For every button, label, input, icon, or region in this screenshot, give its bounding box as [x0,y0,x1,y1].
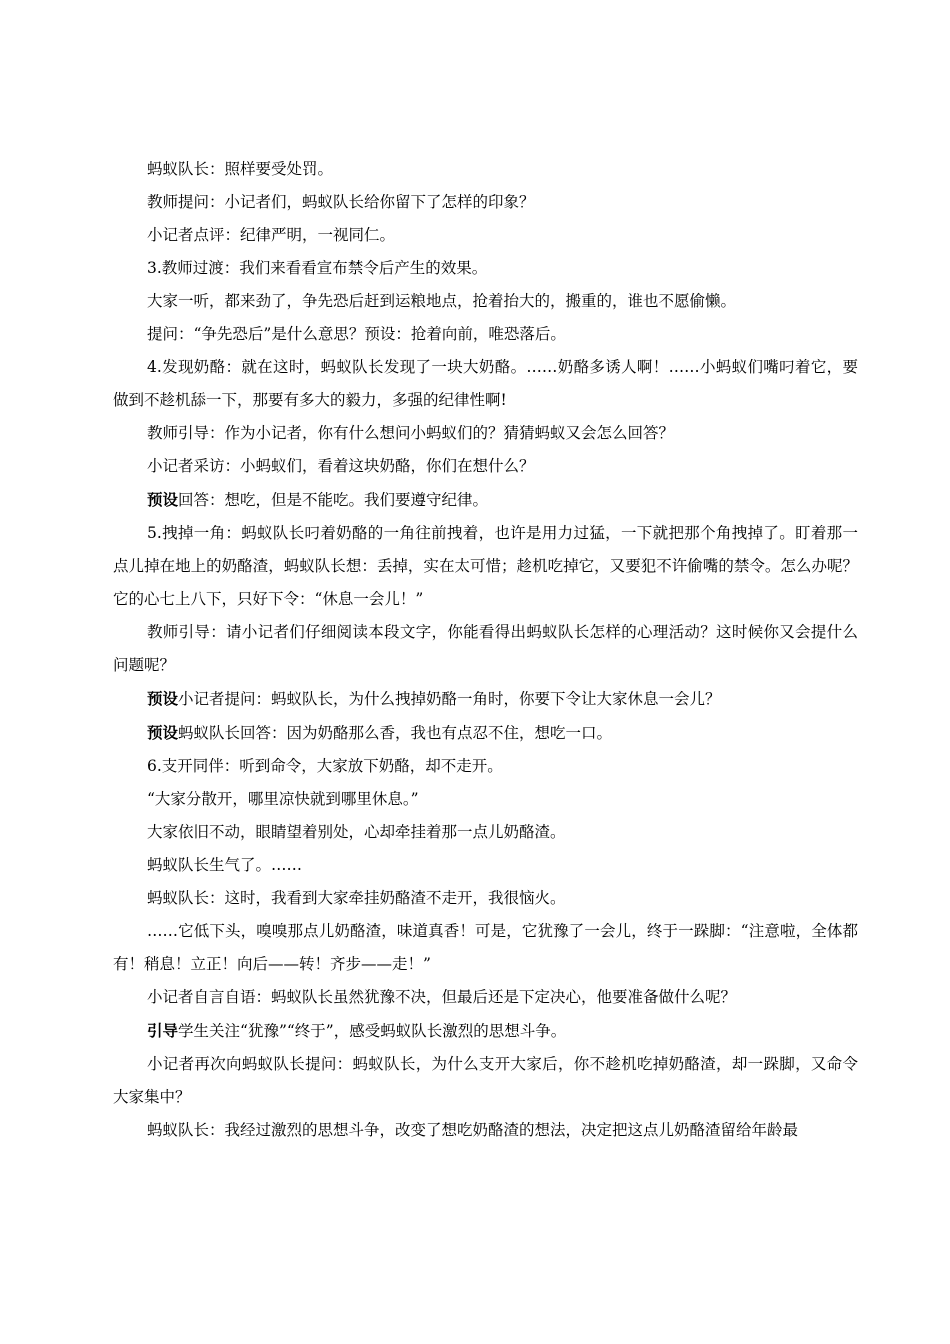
bold-prefix: 预设 [147,689,179,708]
paragraph: 教师提问：小记者们，蚂蚁队长给你留下了怎样的印象？ [147,193,535,211]
paragraph: 小记者采访：小蚂蚁们，看着这块奶酪，你们在想什么？ [147,457,535,475]
paragraph: 4.发现奶酪：就在这时，蚂蚁队长发现了一块大奶酪。……奶酪多诱人啊！……小蚂蚁们嘴叼着它，要做到不趁机舔一下，那要有多大的毅力，多强的纪律性啊! [113,358,858,409]
paragraph-text: 小记者提问：蚂蚁队长，为什么拽掉奶酪一角时，你要下令让大家休息一会儿？ [178,690,721,708]
bold-prefix: 引导 [147,1021,179,1040]
paragraph: 提问：“争先恐后”是什么意思？预设：抢着向前，唯恐落后。 [147,325,566,343]
paragraph: 小记者点评：纪律严明，一视同仁。 [147,226,396,244]
paragraph: 教师引导：作为小记者，你有什么想问小蚂蚁们的？猜猜蚂蚁又会怎么回答？ [147,424,675,442]
paragraph: 教师引导：请小记者们仔细阅读本段文字，你能看得出蚂蚁队长怎样的心理活动？这时候你又会提什么问题呢？ [113,623,858,674]
paragraph: 大家一听，都来劲了，争先恐后赶到运粮地点，抢着抬大的，搬重的，谁也不愿偷懒。 [147,292,737,310]
paragraph: 大家依旧不动，眼睛望着别处，心却牵挂着那一点儿奶酪渣。 [147,823,566,841]
paragraph: 蚂蚁队长：照样要受处罚。 [147,160,334,178]
paragraph: 小记者自言自语：蚂蚁队长虽然犹豫不决，但最后还是下定决心，他要准备做什么呢？ [147,988,737,1006]
paragraph-text: 回答：想吃，但是不能吃。我们要遵守纪律。 [178,491,489,509]
bold-prefix: 预设 [147,723,179,742]
paragraph: 6.支开同伴：听到命令，大家放下奶酪，却不走开。 [147,757,503,775]
paragraph: 5.拽掉一角：蚂蚁队长叼着奶酪的一角往前拽着，也许是用力过猛，一下就把那个角拽掉了。盯着那一点儿掉在地上的奶酪渣，蚂蚁队长想：丢掉，实在太可惜；趁机吃掉它，又要犯不许偷嘴的禁令。怎么办呢？它的心七上八下，只好下令：“休息一会儿！” [113,524,858,608]
paragraph: 蚂蚁队长生气了。…… [147,856,303,874]
paragraph: “大家分散开，哪里凉快就到哪里休息。” [147,790,419,808]
paragraph: 蚂蚁队长：我经过激烈的思想斗争，改变了想吃奶酪渣的想法，决定把这点儿奶酪渣留给年龄最 [147,1121,799,1139]
paragraph: ……它低下头，嗅嗅那点儿奶酪渣，味道真香！可是，它犹豫了一会儿，终于一跺脚：“注意啦，全体都有！稍息！立正！向后——转！齐步——走！” [113,922,858,973]
paragraph-text: 学生关注“犹豫”“终于”，感受蚂蚁队长激烈的思想斗争。 [178,1022,567,1040]
paragraph-text: 蚂蚁队长回答：因为奶酪那么香，我也有点忍不住，想吃一口。 [178,724,613,742]
paragraph: 蚂蚁队长：这时，我看到大家牵挂奶酪渣不走开，我很恼火。 [147,889,566,907]
paragraph [113,1014,858,1048]
document-body [113,153,858,1147]
paragraph: 小记者再次向蚂蚁队长提问：蚂蚁队长，为什么支开大家后，你不趁机吃掉奶酪渣，却一跺脚，又命令大家集中？ [113,1055,858,1106]
bold-prefix: 预设 [147,490,179,509]
paragraph [113,716,858,750]
paragraph [113,483,858,517]
paragraph: 3.教师过渡：我们来看看宣布禁令后产生的效果。 [147,259,488,277]
paragraph [113,682,858,716]
